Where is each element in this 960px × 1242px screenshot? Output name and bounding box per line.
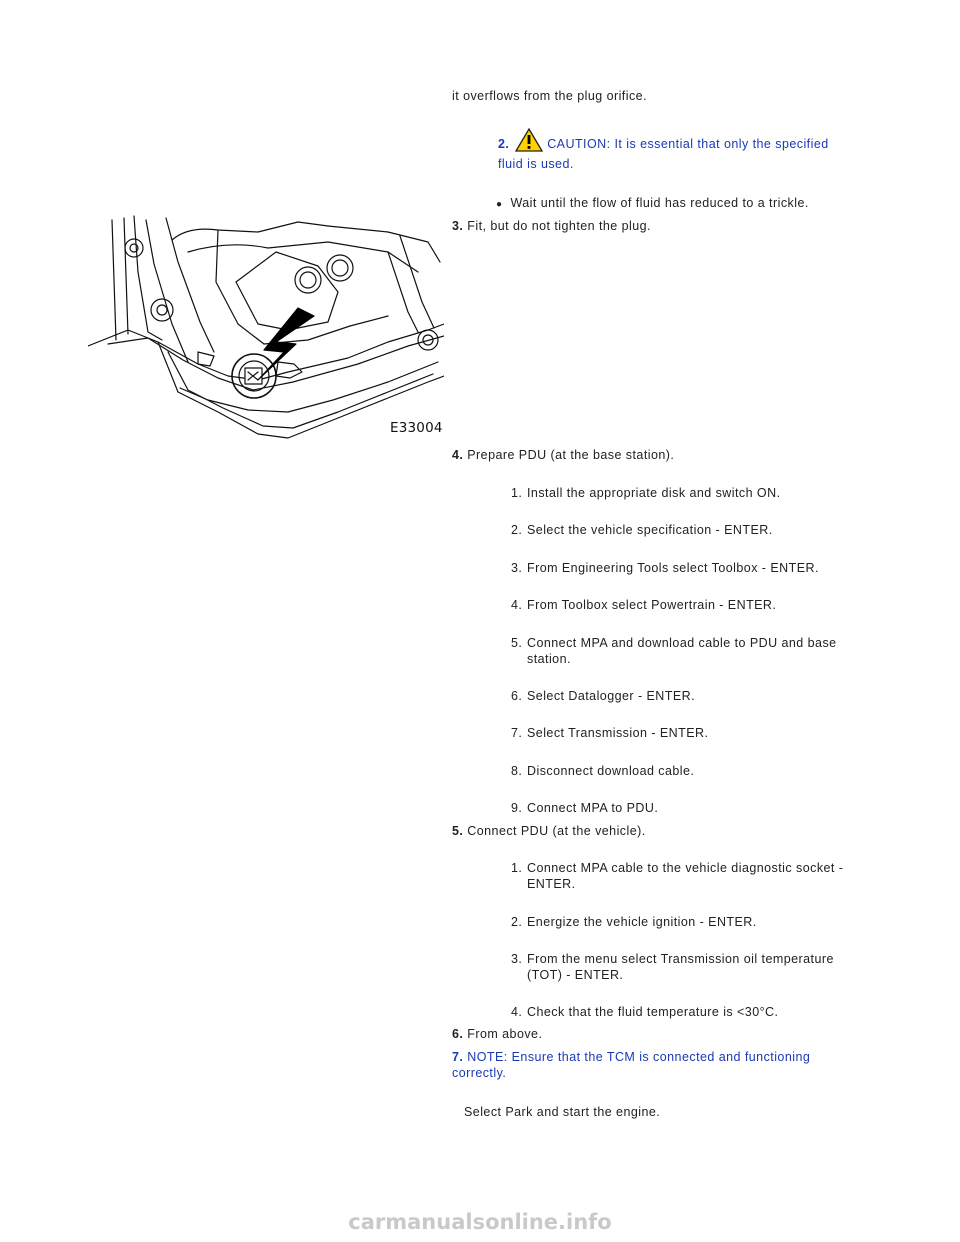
- step-3-text: Fit, but do not tighten the plug.: [467, 219, 651, 233]
- step-7-text-continued: correctly.: [452, 1066, 507, 1080]
- step-5-substep: 3. From the menu select Transmission oil temperature (TOT) - ENTER.: [511, 952, 834, 982]
- watermark: carmanualsonline.info: [348, 1210, 612, 1234]
- step-5-substep: 2. Energize the vehicle ignition - ENTER.: [511, 915, 757, 929]
- step-4-substep: 8. Disconnect download cable.: [511, 764, 695, 778]
- step-4-substep: 3. From Engineering Tools select Toolbox - ENTER.: [511, 561, 819, 575]
- bullet-item: [496, 196, 809, 210]
- step-5-substep: 4. Check that the fluid temperature is <30°C.: [511, 1005, 779, 1019]
- figure-label: E33004: [390, 420, 443, 436]
- step-6-number: 6.: [452, 1027, 464, 1041]
- caution-text-continued: fluid is used.: [498, 157, 574, 171]
- step-6-text: From above.: [467, 1027, 543, 1041]
- step-4-substep: 7. Select Transmission - ENTER.: [511, 726, 709, 740]
- step-4-number: 4.: [452, 448, 464, 462]
- transmission-drain-plug-illustration: [88, 212, 444, 444]
- final-instruction: Select Park and start the engine.: [464, 1105, 661, 1119]
- step-4-substep: 9. Connect MPA to PDU.: [511, 801, 659, 815]
- step-4-substep: 2. Select the vehicle specification - ENTER.: [511, 523, 773, 537]
- step-4-text: Prepare PDU (at the base station).: [467, 448, 675, 462]
- substep-continuation: (TOT) - ENTER.: [527, 968, 624, 982]
- substep-continuation: ENTER.: [527, 877, 576, 891]
- step-4: [452, 448, 674, 462]
- step-3-number: 3.: [452, 219, 464, 233]
- step-5-text: Connect PDU (at the vehicle).: [467, 824, 646, 838]
- step-4-substep: 5. Connect MPA and download cable to PDU and base station.: [511, 636, 837, 666]
- step-3: [452, 219, 651, 233]
- step-5: [452, 824, 646, 838]
- warning-triangle-icon: [515, 128, 543, 152]
- substep-continuation: station.: [527, 652, 571, 666]
- bullet-icon: ●: [496, 199, 503, 210]
- step-4-substep: 6. Select Datalogger - ENTER.: [511, 689, 696, 703]
- step-7-note: [452, 1050, 810, 1064]
- step-7-number: 7.: [452, 1050, 464, 1064]
- step-4-substep: 1. Install the appropriate disk and switch ON.: [511, 486, 781, 500]
- caution-text: CAUTION: It is essential that only the specified: [547, 137, 829, 151]
- step-7-text: NOTE: Ensure that the TCM is connected and functioning: [467, 1050, 811, 1064]
- step-5-substep: 1. Connect MPA cable to the vehicle diagnostic socket - ENTER.: [511, 861, 844, 891]
- caution-number: 2.: [498, 137, 510, 151]
- bullet-text: Wait until the flow of fluid has reduced to a trickle.: [510, 196, 809, 210]
- caution-note: [498, 128, 829, 152]
- step-4-substep: 4. From Toolbox select Powertrain - ENTER.: [511, 598, 777, 612]
- intro-text: it overflows from the plug orifice.: [452, 89, 647, 103]
- step-5-number: 5.: [452, 824, 464, 838]
- step-6: [452, 1027, 542, 1041]
